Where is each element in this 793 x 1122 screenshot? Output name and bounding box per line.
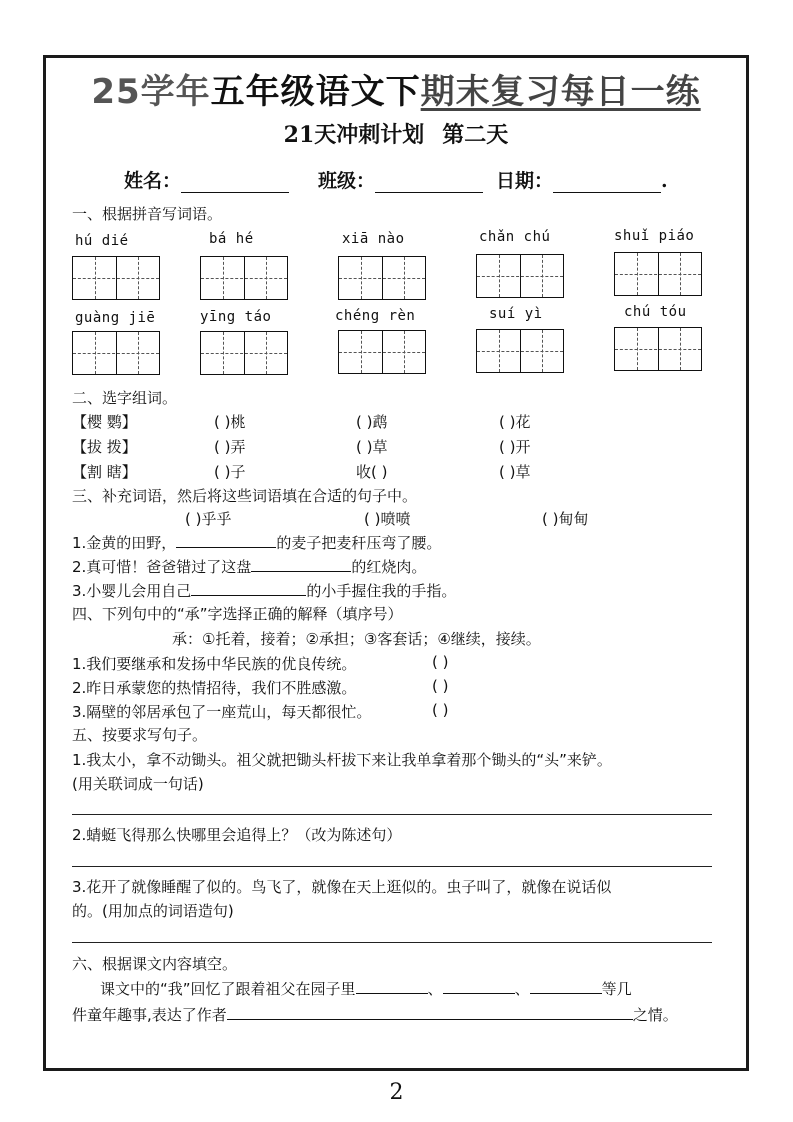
section-1-heading: 一、根据拼音写词语。 — [72, 205, 223, 223]
fill-paren[interactable]: ( )鹉 — [356, 413, 388, 431]
pinyin: chú tóu — [624, 304, 687, 320]
date-end-dot: . — [661, 170, 668, 192]
writing-box[interactable] — [476, 329, 564, 373]
char-pair: 【樱 鹦】 — [72, 413, 137, 431]
sentence-3-end: 的小手握住我的手指。 — [306, 582, 457, 600]
section-3-heading: 三、补充词语，然后将这些词语填在合适的句子中。 — [72, 487, 418, 505]
answer-paren[interactable]: ( ) — [432, 677, 449, 695]
answer-blank[interactable] — [356, 979, 428, 994]
writing-box[interactable] — [614, 252, 702, 296]
fill-line-1-text: 课文中的“我”回忆了跟着祖父在园子里 — [100, 980, 356, 998]
name-label: 姓名： — [124, 170, 182, 192]
answer-blank[interactable] — [176, 533, 276, 548]
fill-paren[interactable]: ( )子 — [214, 463, 246, 481]
name-blank[interactable] — [181, 174, 289, 193]
pinyin: hú dié — [75, 233, 129, 249]
pinyin: yīng táo — [200, 309, 272, 325]
subtitle-plan: 21天冲刺计划 — [283, 122, 425, 148]
answer-line[interactable] — [72, 942, 712, 943]
fill-word[interactable]: ( )甸甸 — [542, 510, 589, 528]
section-2-heading: 二、选字组词。 — [72, 389, 178, 407]
question-1: 1.我们要继承和发扬中华民族的优良传统。 — [72, 655, 357, 673]
date-field — [496, 166, 668, 193]
pinyin: chǎn chú — [479, 229, 551, 245]
answer-blank[interactable] — [530, 979, 602, 994]
answer-blank[interactable] — [251, 557, 351, 572]
fill-paren[interactable]: ( )弄 — [214, 438, 246, 456]
fill-line-2 — [72, 1004, 678, 1025]
class-field — [318, 166, 483, 193]
fill-word[interactable]: ( )喷喷 — [364, 510, 411, 528]
fill-word[interactable]: ( )乎乎 — [185, 510, 232, 528]
writing-box[interactable] — [72, 331, 160, 375]
fill-line-1-end: 等几 — [601, 980, 632, 998]
char-pair: 【割 瞎】 — [72, 463, 137, 481]
fill-paren[interactable]: 收( ) — [356, 463, 388, 481]
pinyin: suí yì — [489, 306, 543, 322]
worksheet-subtitle — [43, 118, 749, 149]
answer-paren[interactable]: ( ) — [432, 701, 449, 719]
writing-box[interactable] — [200, 331, 288, 375]
q5-1-line1: 1.我太小，拿不动锄头。祖父就把锄头杆拔下来让我单拿着那个锄头的“头”来铲。 — [72, 751, 612, 769]
writing-box[interactable] — [476, 254, 564, 298]
answer-paren[interactable]: ( ) — [432, 653, 449, 671]
sentence-2-end: 的红烧肉。 — [351, 558, 427, 576]
section-5-heading: 五、按要求写句子。 — [72, 726, 208, 744]
separator: 、 — [427, 980, 443, 998]
writing-box[interactable] — [200, 256, 288, 300]
fill-line-2-text: 件童年趣事,表达了作者 — [72, 1006, 227, 1024]
sentence-2 — [72, 556, 426, 577]
writing-box[interactable] — [614, 327, 702, 371]
q5-2: 2.蜻蜓飞得那么快哪里会追得上？（改为陈述句） — [72, 826, 402, 844]
pinyin: bá hé — [209, 231, 254, 247]
page-number: 2 — [389, 1080, 404, 1105]
writing-box[interactable] — [72, 256, 160, 300]
class-blank[interactable] — [375, 174, 483, 193]
sentence-1-end: 的麦子把麦秆压弯了腰。 — [276, 534, 442, 552]
answer-blank[interactable] — [443, 979, 515, 994]
class-label: 班级： — [318, 170, 376, 192]
question-2: 2.昨日承蒙您的热情招待，我们不胜感激。 — [72, 679, 357, 697]
sentence-3-start: 3.小婴儿会用自己 — [72, 582, 192, 600]
fill-paren[interactable]: ( )草 — [499, 463, 531, 481]
section-4-heading: 四、下列句中的“承”字选择正确的解释（填序号） — [72, 605, 403, 623]
fill-paren[interactable]: ( )草 — [356, 438, 388, 456]
title-year: 25学年 — [91, 72, 211, 112]
sentence-1-start: 1.金黄的田野， — [72, 534, 177, 552]
title-grade: 五年级语文下 — [210, 72, 421, 112]
question-3: 3.隔壁的邻居承包了一座荒山，每天都很忙。 — [72, 703, 372, 721]
separator: 、 — [514, 980, 530, 998]
subtitle-day: 第二天 — [442, 122, 509, 148]
fill-paren[interactable]: ( )花 — [499, 413, 531, 431]
q5-3-line2: 的。(用加点的词语造句) — [72, 902, 234, 920]
writing-box[interactable] — [338, 330, 426, 374]
answer-line[interactable] — [72, 814, 712, 815]
title-practice: 期末复习每日一练 — [420, 72, 701, 112]
fill-paren[interactable]: ( )桃 — [214, 413, 246, 431]
sentence-3 — [72, 580, 456, 601]
answer-line[interactable] — [72, 866, 712, 867]
fill-line-2-end: 之情。 — [632, 1006, 678, 1024]
char-pair: 【拔 拨】 — [72, 438, 137, 456]
pinyin: shuǐ piáo — [614, 228, 695, 244]
name-field — [124, 166, 289, 193]
sentence-1 — [72, 532, 441, 553]
pinyin: guàng jiē — [75, 310, 156, 326]
section-6-heading: 六、根据课文内容填空。 — [72, 955, 238, 973]
definition: 承：①托着，接着；②承担；③客套话；④继续，接续。 — [172, 630, 541, 648]
fill-paren[interactable]: ( )开 — [499, 438, 531, 456]
sentence-2-start: 2.真可惜！爸爸错过了这盘 — [72, 558, 252, 576]
answer-blank[interactable] — [191, 581, 306, 596]
worksheet-title — [43, 64, 749, 113]
date-label: 日期： — [496, 170, 554, 192]
q5-1-line2: (用关联词成一句话) — [72, 775, 204, 793]
writing-box[interactable] — [338, 256, 426, 300]
pinyin: xiā nào — [342, 231, 405, 247]
answer-blank[interactable] — [227, 1005, 633, 1020]
pinyin: chéng rèn — [335, 308, 416, 324]
q5-3-line1: 3.花开了就像睡醒了似的。鸟飞了，就像在天上逛似的。虫子叫了，就像在说话似 — [72, 878, 612, 896]
date-blank[interactable] — [553, 174, 661, 193]
fill-line-1 — [100, 978, 632, 999]
